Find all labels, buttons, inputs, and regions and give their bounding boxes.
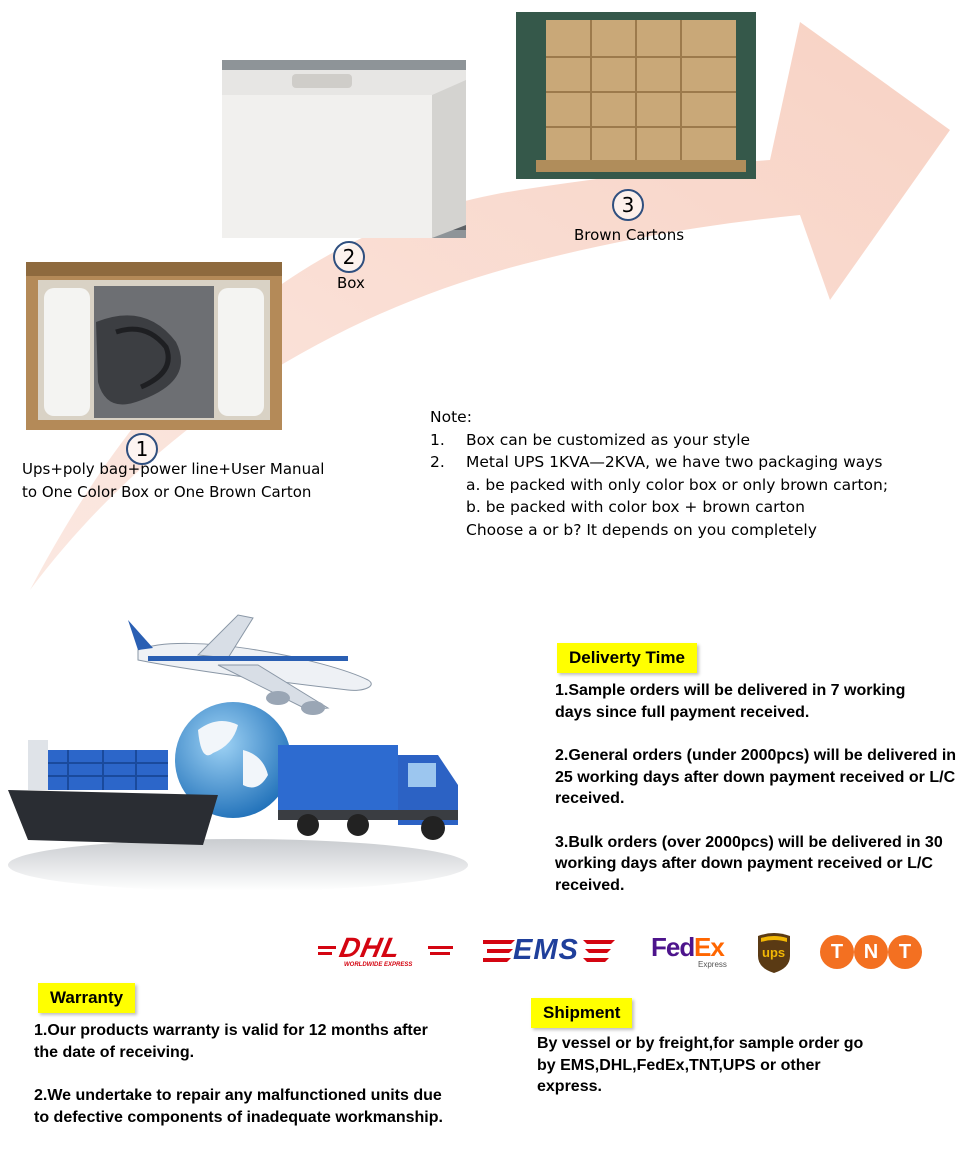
note-item-1-num: 1. bbox=[430, 430, 445, 449]
step-1-caption-line2: to One Color Box or One Brown Carton bbox=[22, 483, 312, 501]
fedex-ex-text: Ex bbox=[694, 932, 724, 962]
note-item-2-text: Metal UPS 1KVA—2KVA, we have two packaging ways bbox=[466, 453, 883, 471]
delivery-p1: 1.Sample orders will be delivered in 7 working days since full payment received. bbox=[555, 682, 906, 721]
tnt-circle-2 bbox=[854, 935, 888, 969]
note-sub-b: b. be packed with color box + brown carton bbox=[466, 498, 805, 516]
carrier-logos bbox=[318, 928, 928, 978]
delivery-p3: 3.Bulk orders (over 2000pcs) will be delivered in 30 working days after down payment received or L/C received. bbox=[555, 833, 943, 894]
fedex-express-text: Express bbox=[698, 960, 727, 969]
warranty-heading: Warranty bbox=[38, 983, 135, 1013]
shipment-p1: By vessel or by freight,for sample order go by EMS,DHL,FedEx,TNT,UPS or other express. bbox=[537, 1035, 864, 1095]
shipment-text bbox=[537, 1033, 877, 1098]
note-item-2 bbox=[430, 451, 950, 474]
step-2-caption: Box bbox=[337, 274, 365, 292]
warranty-p2: 2.We undertake to repair any malfunctioned units due to defective components of inadequate workmanship. bbox=[34, 1087, 443, 1126]
tnt-letter-2: N bbox=[863, 941, 879, 963]
packaging-note bbox=[430, 406, 950, 541]
white-box-photo bbox=[222, 60, 466, 238]
step-1-badge: 1 bbox=[126, 433, 158, 465]
tnt-letter-3: T bbox=[898, 941, 912, 963]
step-1-caption-line1: Ups+poly bag+power line+User Manual bbox=[22, 460, 325, 478]
ems-logo bbox=[483, 934, 618, 968]
note-item-2-num: 2. bbox=[430, 453, 445, 471]
dhl-text: DHL bbox=[336, 932, 404, 963]
shipment-heading: Shipment bbox=[531, 998, 632, 1028]
warranty-text bbox=[34, 1020, 454, 1128]
ups-text: ups bbox=[762, 945, 786, 960]
note-item-1 bbox=[430, 429, 950, 452]
ems-text: EMS bbox=[513, 934, 579, 966]
tnt-circle-3 bbox=[888, 935, 922, 969]
step-3-caption: Brown Cartons bbox=[574, 226, 685, 244]
delivery-text bbox=[555, 680, 965, 896]
delivery-p2: 2.General orders (under 2000pcs) will be delivered in 25 working days after down payment received or L/C received. bbox=[555, 747, 957, 807]
delivery-heading: Deliverty Time bbox=[557, 643, 697, 673]
note-title: Note: bbox=[430, 408, 472, 426]
tnt-letter-1: T bbox=[830, 941, 844, 963]
brown-cartons-photo bbox=[516, 12, 756, 179]
tnt-logo bbox=[820, 933, 924, 973]
logistics-illustration bbox=[8, 600, 478, 900]
note-sub-c: Choose a or b? It depends on you completely bbox=[466, 520, 817, 539]
dhl-logo bbox=[318, 934, 453, 968]
dhl-subtext: WORLDWIDE EXPRESS bbox=[344, 962, 413, 968]
fedex-logo bbox=[651, 932, 741, 976]
step-3-badge: 3 bbox=[612, 189, 644, 221]
note-item-1-text: Box can be customized as your style bbox=[466, 430, 751, 449]
fedex-fed-text: Fed bbox=[651, 932, 695, 962]
note-sub-a: a. be packed with only color box or only brown carton; bbox=[466, 475, 889, 494]
packed-ups-photo bbox=[26, 262, 282, 430]
step-2-badge: 2 bbox=[333, 241, 365, 273]
step-1-caption bbox=[22, 458, 324, 504]
warranty-p1: 1.Our products warranty is valid for 12 months after the date of receiving. bbox=[34, 1022, 428, 1061]
tnt-circle-1 bbox=[820, 935, 854, 969]
ups-logo bbox=[756, 932, 792, 974]
